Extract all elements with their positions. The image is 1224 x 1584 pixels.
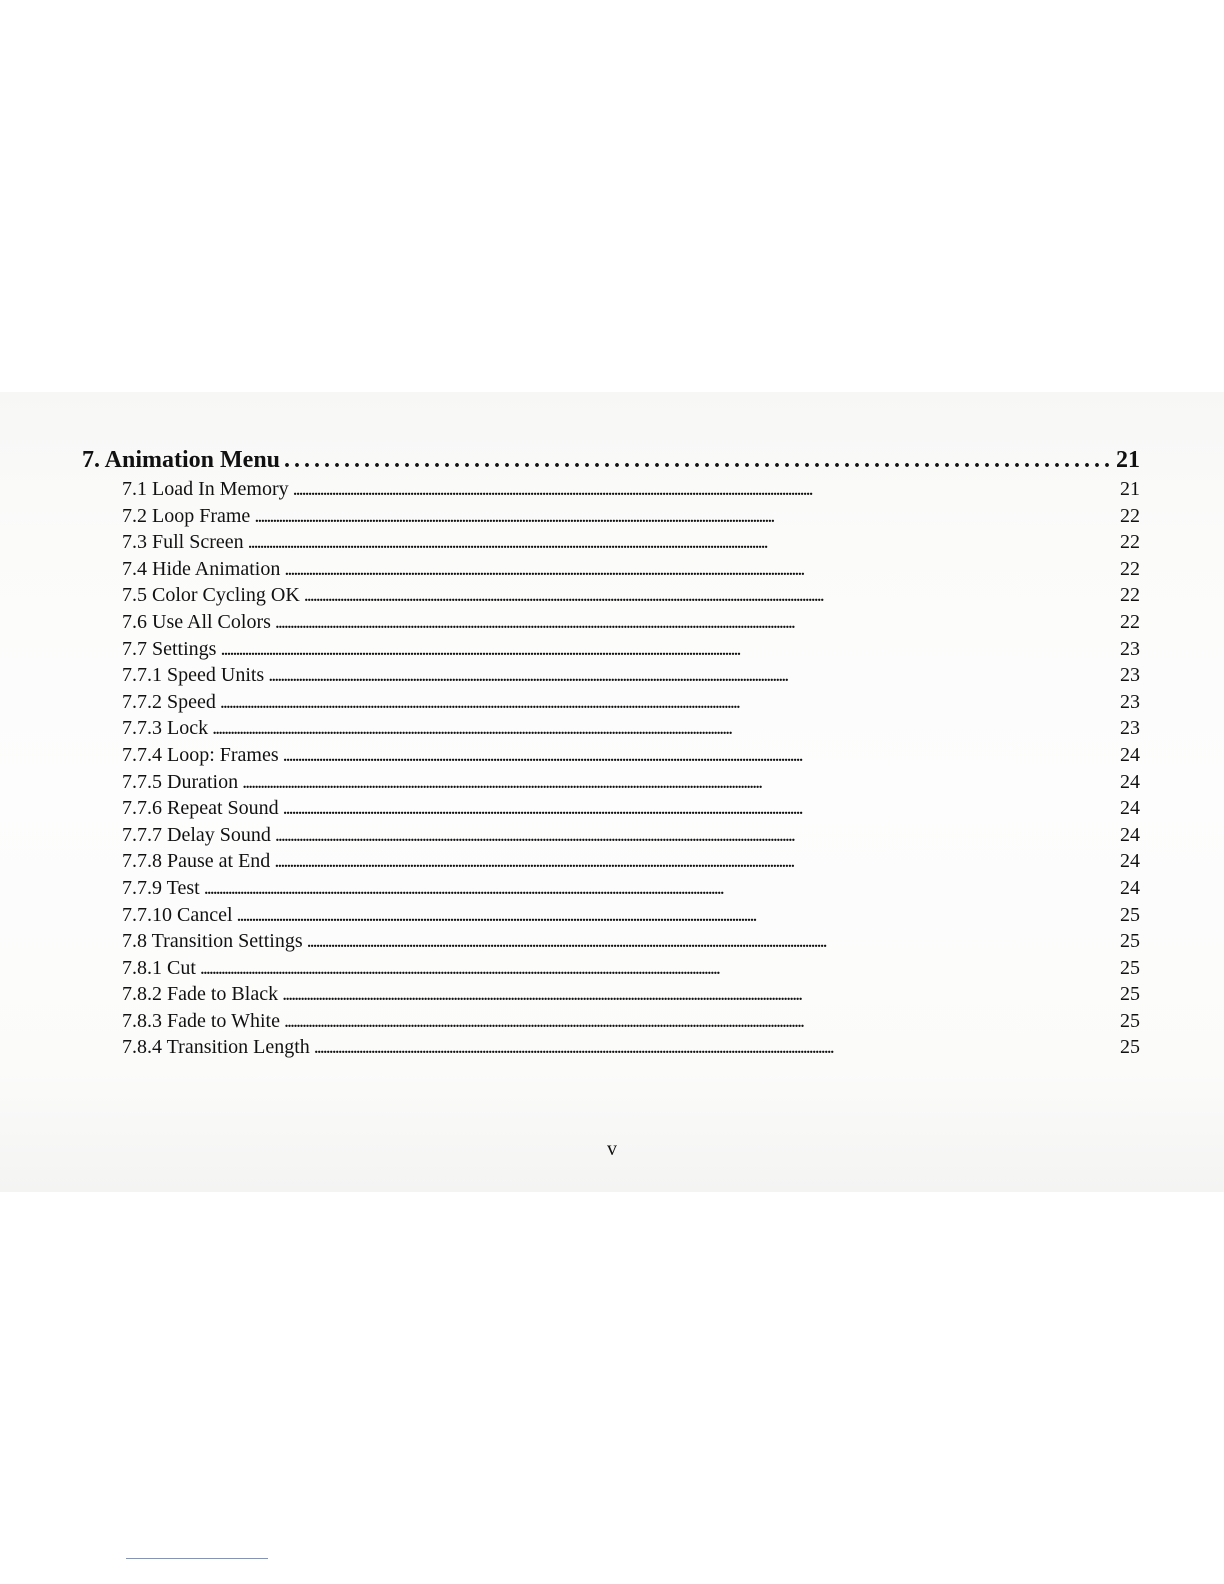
- toc-entry: [82, 822, 1140, 849]
- toc-entry-page: 22: [1120, 557, 1140, 580]
- toc-leader-dots: [314, 1034, 1112, 1061]
- toc-chapter-page: 21: [1116, 447, 1140, 473]
- toc-leader-dots: [212, 715, 1112, 742]
- toc-entry-title: 7.7.5 Duration: [122, 770, 239, 793]
- toc-entry-page: 23: [1120, 664, 1140, 687]
- toc-leader-dots: [283, 795, 1112, 822]
- toc-entry: [82, 476, 1140, 503]
- toc-entry: [82, 742, 1140, 769]
- toc-entry-title: 7.3 Full Screen: [122, 531, 244, 554]
- toc-entry: [82, 582, 1140, 609]
- toc-entry: [82, 928, 1140, 955]
- toc-entry-page: 22: [1120, 504, 1140, 527]
- toc-leader-dots: [284, 556, 1112, 583]
- toc-entry-page: 22: [1120, 584, 1140, 607]
- toc-leader-dots: [200, 955, 1112, 982]
- toc-entry-page: 24: [1120, 876, 1140, 899]
- toc-entry-page: 25: [1120, 1036, 1140, 1059]
- toc-entry-page: 24: [1120, 823, 1140, 846]
- toc-entry-page: 22: [1120, 531, 1140, 554]
- toc-entry-title: 7.8 Transition Settings: [122, 930, 303, 953]
- toc-leader-dots: [293, 476, 1112, 503]
- toc-chapter-title: 7. Animation Menu: [82, 447, 281, 473]
- toc-entry: [82, 662, 1140, 689]
- footer-rule: [126, 1558, 268, 1559]
- toc-entry-page: 25: [1120, 903, 1140, 926]
- toc-entry-title: 7.7.9 Test: [122, 876, 200, 899]
- toc-entry-title: 7.5 Color Cycling OK: [122, 584, 300, 607]
- toc-entry: [82, 1008, 1140, 1035]
- toc-leader-dots: [268, 662, 1112, 689]
- toc-entry-page: 25: [1120, 956, 1140, 979]
- toc-leader-dots: [275, 822, 1112, 849]
- toc-entry: [82, 609, 1140, 636]
- toc-leader-dots: [282, 981, 1112, 1008]
- toc-entry-page: 23: [1120, 637, 1140, 660]
- toc-entry-page: 24: [1120, 850, 1140, 873]
- toc-leader-dots: [242, 769, 1112, 796]
- toc-entry-title: 7.6 Use All Colors: [122, 610, 271, 633]
- toc-entry: [82, 503, 1140, 530]
- toc-leader-dots: [220, 636, 1112, 663]
- toc-entry-title: 7.4 Hide Animation: [122, 557, 281, 580]
- toc-entry-title: 7.7.7 Delay Sound: [122, 823, 271, 846]
- toc-entry-page: 23: [1120, 690, 1140, 713]
- toc-entry-title: 7.1 Load In Memory: [122, 478, 289, 500]
- toc-leader-dots: [274, 848, 1112, 875]
- toc-entry-page: 24: [1120, 797, 1140, 820]
- toc-entry-title: 7.7 Settings: [122, 637, 217, 660]
- toc-leader-dots: [275, 609, 1112, 636]
- toc-entry: [82, 689, 1140, 716]
- toc-entry-page: 24: [1120, 770, 1140, 793]
- toc-leader-dots: [204, 875, 1112, 902]
- toc-entry: [82, 955, 1140, 982]
- toc-entry: [82, 556, 1140, 583]
- toc-leader-dots: [283, 742, 1112, 769]
- toc-entry: [82, 875, 1140, 902]
- toc-entry-title: 7.7.10 Cancel: [122, 903, 233, 926]
- toc-entry: [82, 636, 1140, 663]
- toc-leader-dots: [304, 582, 1112, 609]
- toc-entry-title: 7.8.4 Transition Length: [122, 1036, 310, 1059]
- toc-entry: [82, 715, 1140, 742]
- toc-entry: [82, 902, 1140, 929]
- toc-leader-dots: [284, 444, 1112, 476]
- toc-entry: [82, 529, 1140, 556]
- toc-chapter-entry: [82, 444, 1140, 476]
- toc-entry-title: 7.7.4 Loop: Frames: [122, 743, 279, 766]
- table-of-contents: [82, 444, 1140, 1061]
- toc-leader-dots: [237, 902, 1112, 929]
- toc-entry: [82, 769, 1140, 796]
- toc-entry: [82, 795, 1140, 822]
- toc-entry-page: 23: [1120, 717, 1140, 740]
- toc-leader-dots: [248, 529, 1112, 556]
- toc-entry-page: 25: [1120, 983, 1140, 1006]
- toc-entry: [82, 1034, 1140, 1061]
- toc-entry-title: 7.8.2 Fade to Black: [122, 983, 279, 1006]
- toc-entry-page: 22: [1120, 610, 1140, 633]
- toc-entry-title: 7.7.3 Lock: [122, 717, 209, 740]
- toc-entry-title: 7.7.8 Pause at End: [122, 850, 271, 873]
- toc-entry-page: 21: [1120, 478, 1140, 500]
- toc-entry-title: 7.7.6 Repeat Sound: [122, 797, 279, 820]
- toc-entry-title: 7.8.1 Cut: [122, 956, 196, 979]
- toc-entry: [82, 848, 1140, 875]
- toc-leader-dots: [307, 928, 1112, 955]
- toc-leader-dots: [254, 503, 1112, 530]
- toc-leader-dots: [284, 1008, 1112, 1035]
- toc-entry-page: 25: [1120, 1009, 1140, 1032]
- toc-entry-page: 24: [1120, 743, 1140, 766]
- toc-entry-title: 7.7.1 Speed Units: [122, 664, 265, 687]
- toc-entry: [82, 981, 1140, 1008]
- toc-entry-page: 25: [1120, 930, 1140, 953]
- toc-entry-title: 7.8.3 Fade to White: [122, 1009, 280, 1032]
- page-number: v: [607, 1138, 617, 1160]
- toc-entry-title: 7.2 Loop Frame: [122, 504, 251, 527]
- toc-leader-dots: [220, 689, 1112, 716]
- toc-entry-title: 7.7.2 Speed: [122, 690, 216, 713]
